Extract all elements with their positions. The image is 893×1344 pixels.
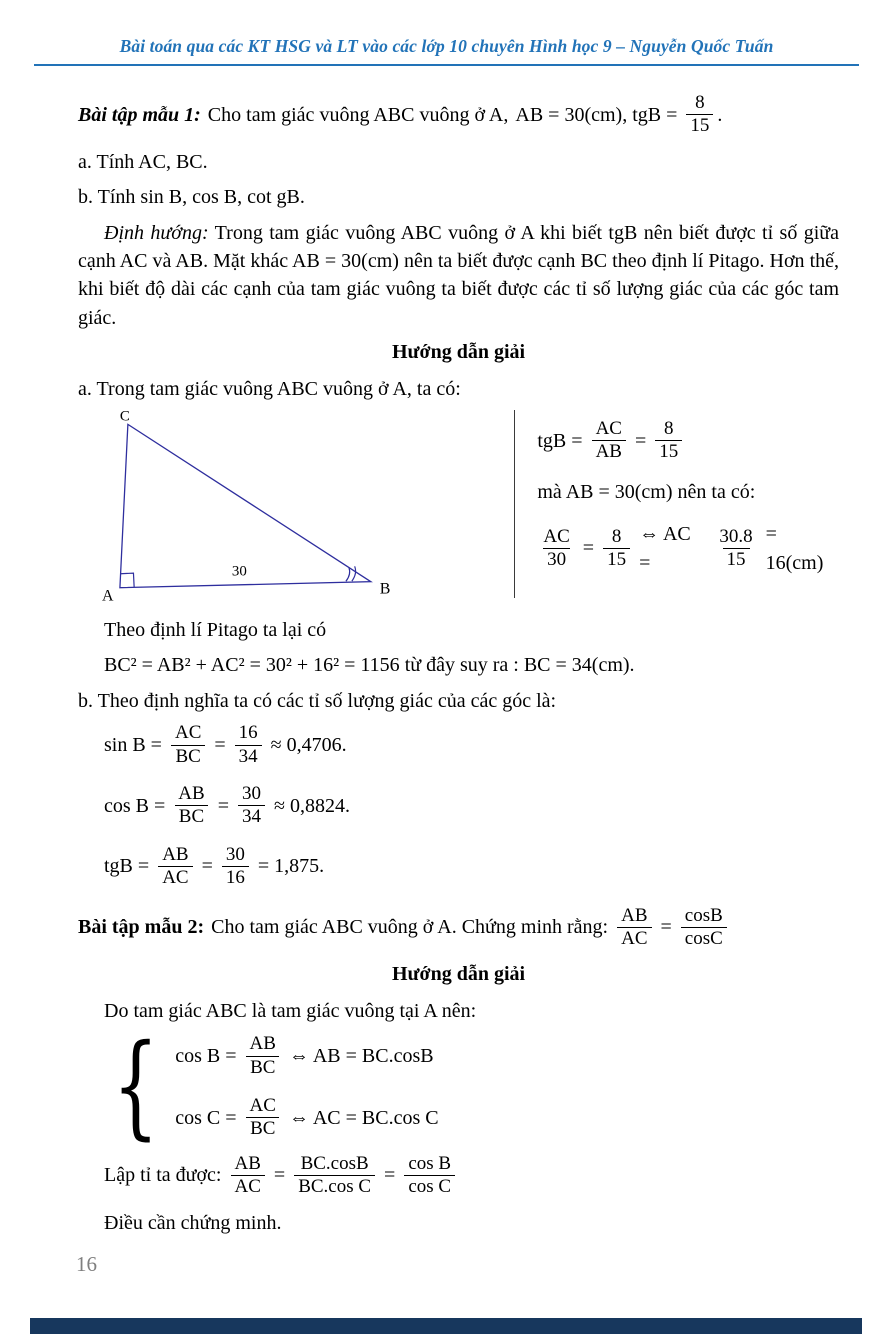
system-rows (175, 1033, 438, 1141)
figure-math (537, 410, 839, 591)
footer-bar (30, 1318, 862, 1334)
fraction-denominator: 15 (686, 114, 713, 137)
fraction-ac-bc (246, 1095, 280, 1141)
fraction-denominator: BC.cos C (294, 1175, 375, 1198)
exercise1-label: Bài tập mẫu 1: (78, 103, 201, 126)
vertex-a-label: A (101, 587, 114, 605)
equals-sign: = (660, 916, 672, 939)
fraction-numerator: 8 (664, 417, 674, 439)
exercise1-period: . (717, 103, 723, 126)
fraction-ab-ac (158, 844, 192, 890)
tg-lhs: tgB = (104, 855, 150, 878)
fraction-30-16 (222, 844, 249, 890)
fraction-bccosb-bccosc (294, 1153, 375, 1199)
vertex-b-label: B (379, 580, 391, 598)
tg-result: = 1,875. (257, 855, 325, 878)
ma-line: mà AB = 30(cm) nên ta có: (537, 480, 756, 503)
fraction-denominator: BC (175, 805, 208, 828)
fraction-denominator: 34 (235, 745, 262, 768)
angle-b-mark (346, 567, 350, 581)
solution-heading-2: Hướng dẫn giải (391, 963, 526, 986)
fraction-308-15 (715, 526, 756, 572)
equals-sign: = (634, 429, 647, 452)
equals-sign: = (582, 537, 595, 560)
fraction-numerator: cos B (408, 1152, 452, 1174)
pitago-intro: Theo định lí Pitago ta lại có (104, 618, 327, 641)
equals-sign: = (214, 733, 226, 756)
ac-solve-line (537, 520, 839, 577)
base-length-label: 30 (231, 563, 247, 580)
system-line-1-rhs: ⇔ AB = BC.cosB (288, 1044, 434, 1067)
fraction-denominator: AC (231, 1175, 265, 1198)
hint-text: Trong tam giác vuông ABC vuông ở A khi biết tgB nên biết được tỉ số giữa cạnh AC và AB. Mặt khác AB = 30(cm) nên ta biết được cạnh BC theo định lí Pitago. Hơn thế, khi biết độ dài các cạnh của tam giác vuông ta biết được các tỉ số lượng giác của các góc tam giác. (78, 221, 839, 329)
page-number: 16 (76, 1252, 97, 1276)
figure-divider (514, 410, 515, 598)
exercise1-given: AB = 30(cm), tgB = (515, 103, 678, 126)
left-brace: { (112, 1021, 159, 1152)
fraction-numerator: 30 (241, 782, 261, 804)
fraction-ab-bc (174, 783, 208, 829)
ac-result: = 16(cm) (765, 523, 824, 574)
fraction-numerator: 30 (225, 843, 245, 865)
fraction-denominator: AB (592, 440, 626, 463)
vertex-c-label: C (119, 409, 130, 425)
fraction-numerator: AB (621, 904, 648, 926)
fraction-numerator: 16 (238, 722, 258, 744)
exercise1-title (78, 92, 839, 138)
fraction-cosb-cosc (681, 905, 727, 951)
fraction-numerator: AB (178, 782, 205, 804)
fraction-denominator: 15 (723, 548, 750, 571)
item-b: b. Tính sin B, cos B, cot gB. (78, 186, 305, 209)
ratio-intro: Lập tỉ ta được: (104, 1164, 222, 1187)
page-header (0, 0, 893, 66)
equals-sign: = (384, 1164, 396, 1187)
fraction-ab-bc (246, 1033, 280, 1079)
exercise2-intro: Cho tam giác ABC vuông ở A. Chứng minh rằng: (211, 916, 609, 939)
fraction-denominator: BC (171, 745, 204, 768)
conclusion: Điều cần chứng minh. (104, 1211, 282, 1234)
solution-b-intro: b. Theo định nghĩa ta có các tỉ số lượng giác của các góc là: (78, 689, 557, 712)
fraction-denominator: 34 (238, 805, 265, 828)
tgb-definition-line (537, 418, 839, 464)
fraction-denominator: BC (246, 1056, 279, 1079)
figure-row (100, 410, 839, 610)
fraction-ab-ac (231, 1153, 265, 1199)
system-line-2 (175, 1095, 438, 1141)
fraction-denominator: 15 (603, 548, 630, 571)
fraction-numerator: BC.cosB (300, 1152, 369, 1174)
cosc-lhs: cos C = (175, 1106, 237, 1129)
fraction-8-15 (603, 526, 630, 572)
tg-line (104, 844, 839, 890)
ratio-block (104, 722, 839, 889)
fraction-cosb-cosc (404, 1153, 455, 1199)
sin-result: ≈ 0,4706. (270, 733, 347, 756)
fraction-30-34 (238, 783, 265, 829)
equals-sign: = (217, 794, 229, 817)
iff-ac: ⇔ AC = (639, 523, 691, 574)
fraction-denominator: cos C (404, 1175, 455, 1198)
fraction-denominator: AC (158, 866, 192, 889)
fraction-numerator: AB (234, 1152, 261, 1174)
solution-a-intro: a. Trong tam giác vuông ABC vuông ở A, ta có: (78, 377, 461, 400)
pitago-equation: BC² = AB² + AC² = 30² + 16² = 1156 (104, 654, 400, 677)
fraction-ab-ac (617, 905, 651, 951)
sin-line (104, 722, 839, 768)
fraction-numerator: AC (249, 1094, 276, 1116)
fraction-denominator: BC (246, 1117, 279, 1140)
hint-paragraph (78, 219, 839, 333)
fraction-numerator: AC (543, 525, 570, 547)
angle-b-mark-2 (352, 566, 356, 581)
fraction-numerator: AC (595, 417, 622, 439)
system-line-1 (175, 1033, 438, 1079)
equation-system (100, 1021, 839, 1152)
fraction-denominator: 16 (222, 866, 249, 889)
exercise2-solution-intro: Do tam giác ABC là tam giác vuông tại A nên: (104, 999, 477, 1022)
right-angle-mark (121, 573, 135, 587)
fraction-numerator: 8 (695, 92, 705, 113)
cosb-lhs: cos B = (175, 1044, 237, 1067)
cos-result: ≈ 0,8824. (273, 794, 350, 817)
page-content (0, 66, 893, 1237)
fraction-ac-30 (539, 526, 573, 572)
item-a: a. Tính AC, BC. (78, 150, 208, 173)
fraction-8-15 (655, 418, 682, 464)
fraction-ac-ab (592, 418, 626, 464)
fraction-numerator: AC (174, 722, 202, 744)
ratio-line (104, 1153, 839, 1199)
system-line-2-rhs: ⇔ AC = BC.cos C (288, 1106, 439, 1129)
running-title: Bài toán qua các KT HSG và LT vào các lớp 10 chuyên Hình học 9 – Nguyễn Quốc Tuấn (34, 36, 859, 66)
fraction-numerator: cosB (684, 904, 723, 926)
sin-lhs: sin B = (104, 733, 162, 756)
pitago-conclusion: từ đây suy ra : BC = 34(cm). (404, 654, 635, 677)
exercise2-title (78, 905, 839, 951)
fraction-8-15 (686, 92, 713, 138)
equals-sign: = (273, 1164, 286, 1187)
fraction-numerator: AB (162, 843, 189, 865)
exercise2-label: Bài tập mẫu 2: (78, 916, 205, 939)
pitago-line (104, 651, 839, 679)
fraction-16-34 (235, 722, 262, 768)
exercise1-intro: Cho tam giác vuông ABC vuông ở A, (207, 103, 509, 126)
fraction-denominator: 15 (655, 440, 682, 463)
hint-label: Định hướng: (104, 221, 209, 244)
cos-lhs: cos B = (104, 794, 166, 817)
fraction-numerator: AB (249, 1033, 276, 1055)
fraction-denominator: 30 (543, 548, 570, 571)
triangle-figure (100, 410, 470, 610)
fraction-ac-bc (171, 722, 205, 768)
tgb-lhs: tgB = (537, 429, 583, 452)
fraction-denominator: AC (617, 927, 651, 950)
solution-heading-1: Hướng dẫn giải (391, 341, 526, 364)
fraction-numerator: 8 (611, 525, 622, 547)
fraction-denominator: cosC (681, 927, 727, 950)
equals-sign: = (201, 855, 213, 878)
cos-line (104, 783, 839, 829)
fraction-numerator: 30.8 (719, 525, 753, 547)
